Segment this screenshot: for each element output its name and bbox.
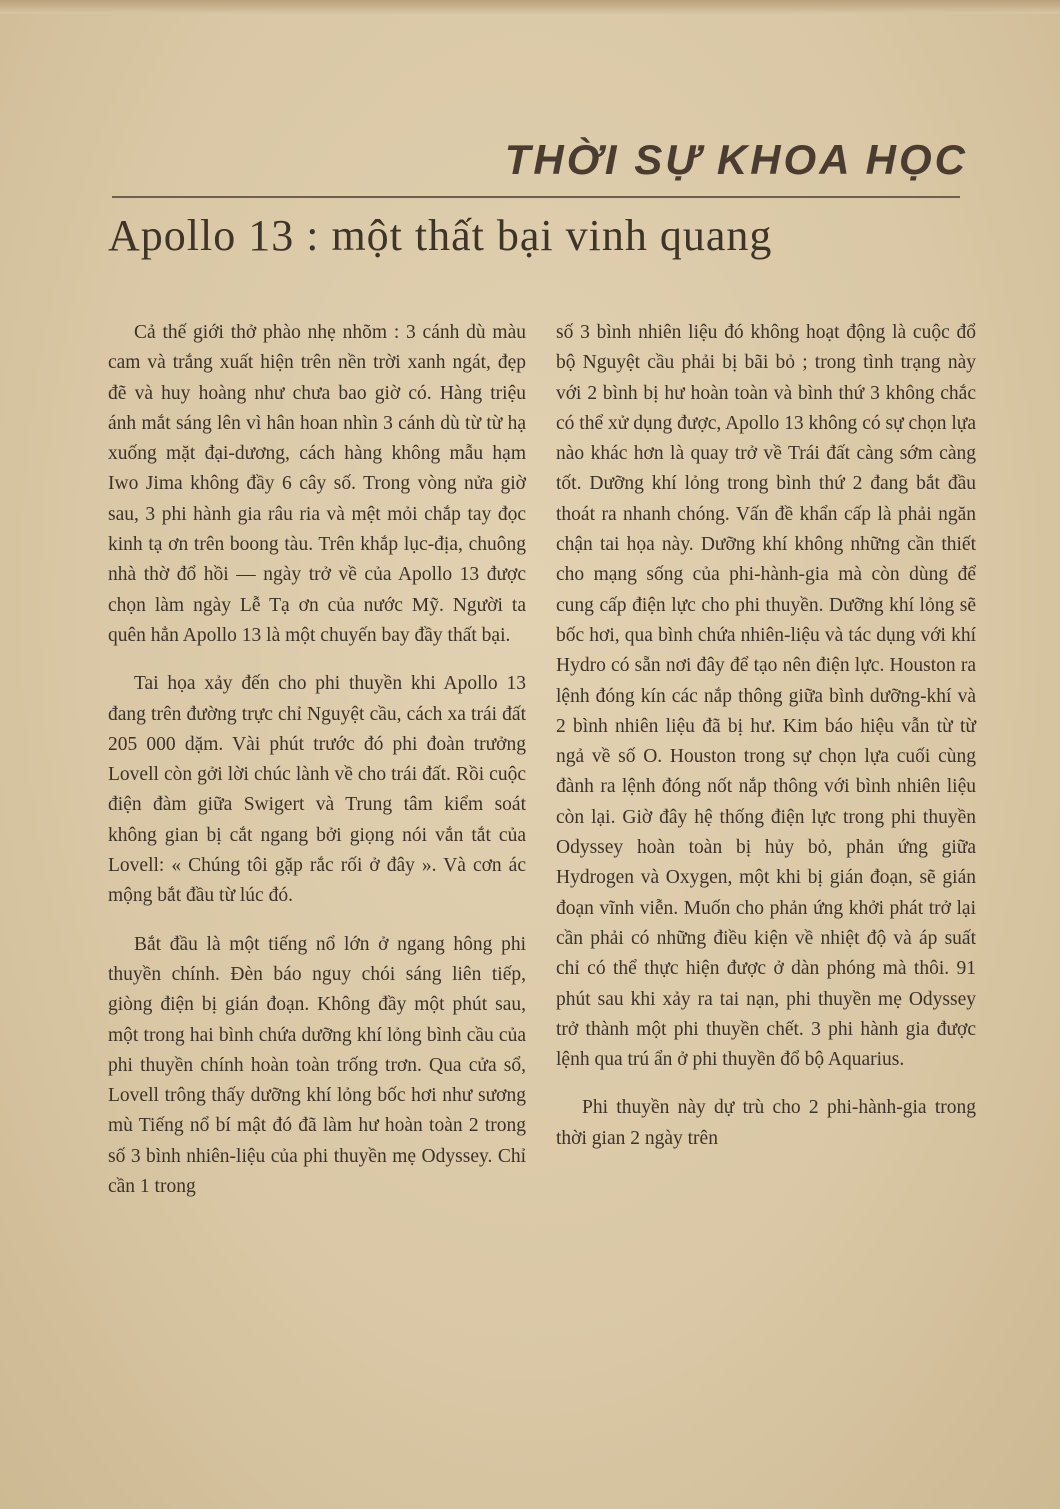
article-right-column (556, 318, 976, 1172)
paragraph: Tai họa xảy đến cho phi thuyền khi Apollo 13 đang trên đường trực chỉ Nguyệt cầu, cách xa trái đất 205 000 dặm. Vài phút trước đó phi đoàn trưởng Lovell còn gởi lời chúc lành về cho trái đất. Rồi cuộc điện đàm giữa Swigert và Trung tâm kiểm soát không gian bị cắt ngang bởi giọng nói vắn tắt của Lovell: « Chúng tôi gặp rắc rối ở đây ». Và cơn ác mộng bắt đầu từ lúc đó. (108, 673, 526, 907)
section-title: THỜI SỰ KHOA HỌC (504, 136, 968, 183)
paragraph: Phi thuyền này dự trù cho 2 phi-hành-gia trong thời gian 2 ngày trên (556, 1097, 976, 1149)
article-left-column (108, 318, 526, 1220)
paragraph: Cả thế giới thở phào nhẹ nhõm : 3 cánh dù màu cam và trắng xuất hiện trên nền trời xanh ngát, đẹp đẽ và huy hoàng như chưa bao giờ có. Hàng triệu ánh mắt sáng lên vì hân hoan nhìn 3 cánh dù từ từ hạ xuống mặt đại-dương, cách hàng không mẫu hạm Iwo Jima không đầy 6 cây số. Trong vòng nửa giờ sau, 3 phi hành gia râu ria và mệt mỏi chắp tay đọc kinh tạ ơn trên boong tàu. Trên khắp lục-địa, chuông nhà thờ đổ hồi — ngày trở về của Apollo 13 được chọn làm ngày Lễ Tạ ơn của nước Mỹ. Người ta quên hẳn Apollo 13 là một chuyến bay đầy thất bại. (108, 322, 526, 646)
page-top-edge (0, 0, 1060, 14)
paragraph: số 3 bình nhiên liệu đó không hoạt động là cuộc đổ bộ Nguyệt cầu phải bị bãi bỏ ; trong tình trạng này với 2 bình bị hư hoàn toàn và bình thứ 3 không chắc có thể xử dụng được, Apollo 13 không có sự chọn lựa nào khác hơn là quay trở về Trái đất càng sớm càng tốt. Dưỡng khí lỏng trong bình thứ 2 đang bắt đầu thoát ra nhanh chóng. Vấn đề khẩn cấp là phải ngăn chận tai họa này. Dưỡng khí không những cần thiết cho mạng sống của phi-hành-gia mà còn dùng để cung cấp điện lực cho phi thuyền. Dưỡng khí lỏng sẽ bốc hơi, qua bình chứa nhiên-liệu và tác dụng với khí Hydro có sẵn nơi đây để tạo nên điện lực. Houston ra lệnh đóng kín các nắp thông giữa bình dưỡng-khí và 2 bình nhiên liệu đã bị hư. Kim báo hiệu vẫn từ từ ngả về số O. Houston trong sự chọn lựa cuối cùng đành ra lệnh đóng nốt nắp thông với bình nhiên liệu còn lại. Giờ đây hệ thống điện lực trong phi thuyền Odyssey hoàn toàn bị hủy bỏ, phản ứng giữa Hydrogen và Oxygen, một khi bị gián đoạn, sẽ gián đoạn vĩnh viễn. Muốn cho phản ứng khởi phát trở lại cần phải có những điều kiện về nhiệt độ và áp suất chỉ có thể thực hiện được ở dàn phóng mà thôi. 91 phút sau khi xảy ra tai nạn, phi thuyền mẹ Odyssey trở thành một phi thuyền chết. 3 phi hành gia được lệnh qua trú ẩn ở phi thuyền đổ bộ Aquarius. (556, 322, 976, 1071)
paragraph: Bắt đầu là một tiếng nổ lớn ở ngang hông phi thuyền chính. Đèn báo nguy chói sáng liên tiếp, giòng điện bị gián đoạn. Không đầy một phút sau, một trong hai bình chứa dưỡng khí lỏng bình cầu của phi thuyền chính hoàn toàn trống trơn. Qua cửa sổ, Lovell trông thấy dưỡng khí lỏng bốc hơi như sương mù Tiếng nổ bí mật đó đã làm hư hoàn toàn 2 trong số 3 bình nhiên-liệu của phi thuyền mẹ Odyssey. Chỉ cần 1 trong (108, 933, 526, 1198)
article-headline: Apollo 13 : một thất bại vinh quang (108, 211, 773, 260)
header-rule (112, 196, 960, 198)
